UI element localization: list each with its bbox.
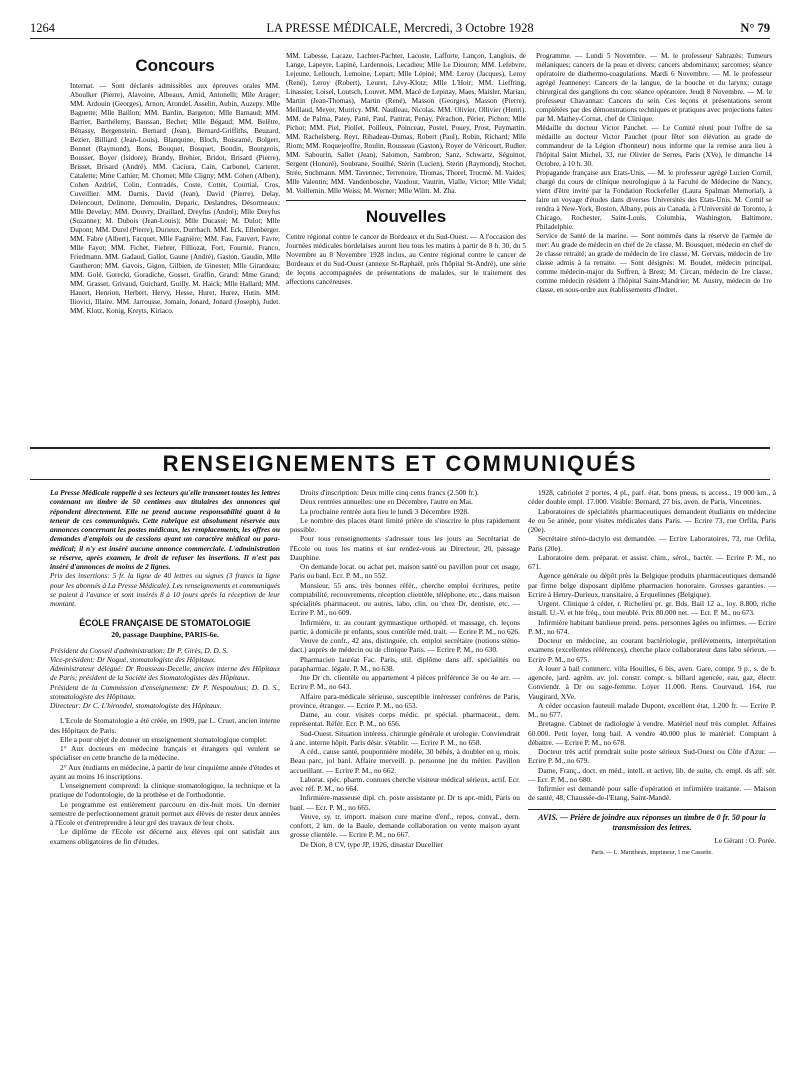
imprimerie-line: Paris. — L. Maretheux, imprimeur, 1 rue Cassette. [591,849,713,856]
classified-ad: Infirmière-masseuse dipl. ch. poste assistante pr. Dr ts apr.-midi, Paris ou banl. — Ecr. P. M., no 665. [290,793,520,812]
classified-ad: Le nombre des places étant limité prière de s'inscrire le plus rapidement possible. [290,515,520,534]
ecole-staff-item: Vice-président: Dr Nogué, stomatologiste des Hôpitaux. [50,654,216,664]
page-header [30,18,770,39]
ads-right-list [528,488,776,803]
issue-number: N° 79 [740,21,770,35]
ecole-paragraph: Le diplôme de l'Ecole est décerné aux élèves qui ont satisfait aux examens obligatoires de fin d'études. [50,827,280,846]
classified-ad: Urgent. Clinique à céder, r. Richelieu pr. gr. Bds. Bail 12 a., loy. 8.800, riche install. U.-V. et hte fréq., tout meublé. Prix 80.000 net. — Ecr. P. M., no 673. [528,599,776,618]
concours-column [70,52,280,316]
classified-ad: De Dion, 8 CV, type JP, 1926, dinastar Ducellier [300,839,444,849]
ecole-title: ÉCOLE FRANÇAISE DE STOMATOLOGIE [79,618,251,629]
classified-ad: Infirmière, tr. au courant gymnastique orthopéd. et massage, ch. leçons partic. à domicile pr enfants, sous contrôle méd. trait. — Ecrire P. M., no 626. [290,617,520,636]
ecole-paragraph: Elle a pour objet de donner un enseignement stomatologique complet: [60,734,268,744]
ecole-staff-item: Président du Conseil d'administration: Dr P. Girès, D. D. S. [50,645,228,655]
intro-notice: La Presse Médicale rappelle à ses lecteurs qu'elle transmet toutes les lettres contenant un timbre de 50 centimes aux titulaires des annonces qui répondent directement. Elle ne prend aucune responsabilité quant à la teneur de ces communiqués. Cette rubrique est absolument réservée aux annonces concernant les postes médicaux, les remplacements, les offres ou demandes d'emplois ou de cessions ayant un caractère médical ou para-médical; il n'y est inséré aucune annonce commerciale. L'administration se réserve, après examen, le droit de refuser les insertions. Il n'est pas inséré d'annonces de moins de 2 lignes. [50,488,280,571]
concours-body: Internat. — Sont déclarés admissibles aux épreuves orales MM. Aboulker (Pierre), Alavoine, Albeaux, Amid, Antonelli; Mlle Arager; MM. Ardouin (Georges), Arnon, Arondel, Asselin, Aubin, Auzepy. Mlle Baguette; Mlle Baillon; MM. Bardin, Bargeton; Mlle Barnaud; MM. Barrier, Barthélemy, Baussan, Bechet; Mlle Bégaud; MM. Belêtre, Bénassy, Bergenstein, Bernard (Jean), Bernard-Griffiths, Beuzard, Bezier, Billiard (Jean-Louis), Blanquine, Bloch, Boisramé, Bolgert, Bonnet (Raymond), Bons, Bouquet, Bosquet, Boudin, Bourgeois, Bousser, Boyer (Isidore), Brandy, Brehier, Bridot, Brisard (Pierre), Brisset, Brisard (André). MM. Caciura, Cain, Carbonel, Carteret, Catalette; Mme Cathier; M. Chomet; Mlle Cligny; MM. Cohen (Albert), Cohen Azdriel, Colin, Contradès, Coste, Cottet, Courtial, Cros, Cuveillier. MM. Darnis, David (Jean), David (Pierre), Delay, Delencourt, Delinotte, Demoulin, Deparic, Deslandres, Désormeaux; Mlle Develay; MM. Douvry, Draillard, Dreyfus (André); Mlle Dreyfus (Suzanne); M. Dubois (Jean-Louis); Mlle Ducasté; M. Dulot; Mlle Dupont; MM. Durel (Pierre), Durieux, Durrbach. MM. Eck, Ellenberger. MM. Fabre (Albert), Facquet, Mlle Fagnière; MM. Fau, Fauvert, Favre; Mlle Fayot; MM. Fichet, Fiehrer, Filliozat, Fort, Fournié, Franco, Friedmann. MM. Gadaud, Gallot, Gaune (André), Gaston, Gaudin, Mlle Gautheron; MM. Gavois, Gigon, Gilbien, de Ginestet; Mlle Girardeau; MM. Golé, Gorecki, Goradiche, Gosset, Graffin, Grand; Mme Grand; MM. Grasset, Grivaud, Guichard, Guilly. M. Haick; Mlle Hallard; MM. Hauert, Henrion, Herbert, Hervy, Hesse, Huret, Hurez, Hutin. MM. Iliovici, Illaire. MM. Jarrousse, Jomain, Jonard, Jonard (Joseph), Judet. MM. Klotz, Konig, Kreyts, Kiriaco. [70,82,280,315]
classified-ad: Jne Dr ch. clientèle ou appartement 4 pièces préférence 3e ou 4e arr. — Ecrire P. M., no 643. [290,673,520,692]
publication-title: LA PRESSE MÉDICALE, Mercredi, 3 Octobre 1928 [266,21,534,35]
classified-ad: Veuve, sy. tr. import. maison cure marine d'enf., repos, conval., dern. confort, 2 km. de la Baule, demande collaboration ou vente maison ayant grosse clientèle. — Ecrire P. M., no 667. [290,811,520,840]
classified-ad: Droits d'inscription: Deux mille cinq cents francs (2.500 fr.). [300,488,479,497]
classified-ad: Docteur très actif prendrait suite poste sérieux Sud-Ouest ou Côte d'Azur. — Ecrire P. M., no 679. [528,747,776,766]
ecole-staff-item: Président de la Commission d'enseignement: Dr P. Nespoulous; D. D. S., stomatologiste des Hôpitaux. [50,682,280,701]
classified-ad: Monsieur, 55 ans, très bonnes référ., cherche emploi écritures, petite comptabilité, recouvrements, réception clientèle, téléphone, etc., dans maison spécialités pharmaceut. ou autres, labo, clin. ou chez Dr, dentiste, etc. — Ecrire P. M., no 609. [290,580,520,618]
classified-ad: Dame, au cour. visites corps médic. pr spécial. pharmaceut., dem. représentat. Référ. Ecr. P. M., no 656. [290,710,520,729]
classified-ad: La prochaine rentrée aura lieu le lundi 3 Décembre 1928. [300,506,470,516]
ecole-paragraph: Le programme est entièrement parcouru en dix-huit mois. Un dernier semestre de perfectionnement gratuit permet aux élèves de rester deux années à l'Ecole et d'entreprendre à leur gré des travaux de leur choix. [50,799,280,827]
ecole-paragraph: L'Ecole de Stomatologie a été créée, en 1909, par L. Cruet, ancien interne des Hôpitaux de Paris. [50,716,280,735]
nouvelles-title: Nouvelles [365,207,447,226]
right-top-column [536,52,772,295]
ads-middle-column [290,488,520,849]
classified-ad: Docteur en médecine, au courant bactériologie, prélèvements, interprétation examens (excellentes références), cherche place collaborateur dans labo sérieux. — Ecrire P. M., no 675. [528,636,776,664]
middle-top-column [286,52,526,287]
classified-ad: Bretagne. Cabinet de radiologie à vendre. Matériel neuf très complet. Affaires 60.000. Petit loyer, long bail. A vendre 40.000 plus le matériel. Comptant à débattre. — Ecrire P. M., no 678. [528,719,776,747]
ecole-staff-item: Administrateur délégué: Dr Rousseau-Decelle, ancien interne des Hôpitaux de Paris; président de la Société des Stomatologistes des Hôpitaux. [50,664,280,683]
classified-ad: Pharmacien lauréat Fac. Paris, util. diplôme dans aff. spécialités ou parapharmac. légale. P. M., no 638. [290,654,520,673]
ecole-paragraph: 2° Aux étudiants en médecine, à partir de leur cinquième année d'études et ayant au moins 16 inscriptions. [50,762,280,781]
propagande-text: Propagande française aux Etats-Unis. — M. le professeur agrégé Lucien Cornil, chargé du cours de clinique neurologique à la Faculté de Médecine de Nancy, vient d'être invité par la Fondation Rockefeller (Laura Spalman Memorial), à faire un voyage d'études dans diverses Universités des Etats-Unis. M. Cornil se rendra à New-York, Boston, Albany, puis au Canada, à l'Université de Toronto, à Chicago, Rochester, Saint-Louis, Columbia, Washington, Baltimore, Philadelphie. [536,169,772,231]
classified-ad: Agence générale ou dépôt près la Belgique produits pharmaceutiques demandé par firme belge disposant diplôme pharmacien honoraire. Grosses garanties. — Ecrire à Henry-Durieux, transitaire, à Erquelinnes (Belgique). [528,571,776,599]
ecole-staff-item: Directeur: Dr C. L'hirondel, stomatologiste des Hôpitaux. [50,701,222,710]
classified-ad: A céd., cause santé, pouponnière modèle, 30 bébés, à doubler en q. mois. Beau parc, jol banl. Affaire merveill. p. personne jne du métier. Pavillon accueillant. — Ecrire P. M., no 662. [290,747,520,775]
classified-ad: Infirmier est demandé pour salle d'opération et infirmière traitante. — Maison de santé, 48, Chaussée-de-l'Etang, Saint-Mandé. [528,784,776,803]
medaille-text: Médaille du docteur Victor Pauchet. — Le Comité réuni pour l'offre de sa médaille au docteur Victor Pauchet (pour fêter son élévation au grade de commandeur de la Légion d'honneur) nous informe que la remise aura lieu à l'hôpital Saint Michel, 33, rue Olivier de Serres, Paris (XVe), le dimanche 14 Octobre, à 10 h. 30. [536,124,772,168]
ads-right-column [528,488,776,858]
page-number: 1264 [30,21,55,35]
ecole-paragraph: L'enseignement comprend: la clinique stomatologique, la technique et la pratique de l'odontologie, de la prothèse et de l'orthodontie. [50,781,280,800]
classified-ad: On demande locat. ou achat pet. maison santé ou pavillon pour cet usage, Paris ou banl. Ecr. P. M., no 552. [290,562,520,581]
classified-ad: Sud-Ouest. Situation intéress. chirurgie générale et urologie. Conviendrait à anc. interne hôpit. Paris désir. s'établir. — Ecrire P. M., no 658. [290,728,520,747]
marine-text: Service de Santé de la marine. — Sont nommés dans la réserve de l'armée de mer: Au grade de médecin en chef de 2e classe, M. Bousquet, médecin en chef de 2e classe retraité; au grade de médecin de 1re classe, M. Gervais, médecin de 1re classe admis à la retraite. — Sont désignés: M. Boudet, médecin principal, comme médecin-major du Suffren, à Brest; M. Circan, médecin de 1re classe, comme médecin résident à l'hôpital Saint-Mandrier; M. Austry, médecin de 1re classe, en sous-ordre aux établissements d'Indret. [536,232,772,294]
avis-notice: AVIS. — Prière de joindre aux réponses un timbre de 0 fr. 50 pour la transmission des lettres. [528,809,776,833]
nouvelles-body: Centre régional contre le cancer de Bordeaux et du Sud-Ouest. — A l'occasion des Journées médicales bordelaises auront lieu tous les matins à partir de 8 h. 30, du 5 Novembre au 8 Novembre 1928 inclus, au Centre régional contre le cancer de Bordeaux et du Sud-Ouest (annexe St-Raphaël, près l'hôpital St-André), une série de leçons accompagnées de présentations de malades, sur le traitement des affections cancéreuses. [286,233,526,286]
ecole-body [50,716,280,846]
classified-ad: Infirmière habitant banlieue prend. pens. personnes âgées ou infirmes. — Ecrire P. M., no 674. [528,617,776,636]
concours-title: Concours [135,56,215,75]
concours-continued: MM. Labesse, Lacaze, Lachter-Pachter, Lacoste, Lafforte, Lançon, Langlois, de Lange, Lapeyre, Lapiné, Lardennois, Lecadieu; Mlle Le Diouron; MM. Lefebvre, Lejeune, Lellouch, Lemoine, Lepart; Mlle Lépiné; MM. Leroy (Jacques), Leroy (René), Leroy (Robert), Leuret, Lévy-Klotz; Mlle L'Hoir; MM. Lieffring, Linassier, Loisel, Loutsch, Louvet. MM. Macé de Lepinay, Maes, Maisler, Mariau, Martin (Jean-Thomas), Martin (René), Masson (Georges), Masson (Pierre), Meillaud, Meyer, Mutricy. MM. Naulleau, Nicolas. MM. Olivier, Ollivier (Henri). MM. de Palma, Patey, Patté, Paul, Pantrat, Penay, Pérachon, Périer, Pichon; Mlle Pichot; MM. Piel, Piollet, Poilleux, Poinceau, Postel, Pouey, Prost, Puymartin. MM. Rachelsberg, Reyt, Ribadeau-Dumas, Robert (Paul), Robin, Richard; Mlle Riom; MM. Roquejeoffre, Roulin, Rousseau (Gaston), Royer de Véricourt, Rudler. MM. Sabourin, Sallet (Jean), Salomon, Sambron, Sanz, Schwartz, Séguinot, Sergent (Honoré), Soubrane, Souilhé, Stérin (Lucien), Sterin (Raymond), Stochet, Strée, Suchmann. MM. Tavennec, Terrenoire, Thomas, Thorel, Trocmé. M. Vaides; Mlle Valentin; MM. Vandenbosche, Vaudour, Vautrin, Vialle, Victor; Mlle Vidal; M. Voillemin. Mlle Weiss; M. Werner; Mlle Wilm. M. Zha. [286,52,526,195]
classified-ad: Laboratoires de spécialités pharmaceutiques demandent étudiants en médecine 4e ou 5e année, pour visites médicales dans Paris. — Ecrire 73, rue Orfila, Paris (20e). [528,506,776,534]
ecole-address: 20, passage Dauphine, PARIS-6e. [111,630,219,640]
ecole-staff-list [50,646,280,711]
ecole-paragraph: 1° Aux docteurs en médecine français et étrangers qui veulent se spécialiser en cette branche de la médecine. [50,744,280,763]
classified-ad: Deux rentrées annuelles: une en Décembre, l'autre en Mai. [300,497,473,507]
programme-text: Programme. — Lundi 5 Novembre. — M. le professeur Sabrazès: Tumeurs mélaniques; cancers de la peau et divers; cancers abdominaux; sarcomes; séance opératoire de diathermo-coagulations. Mardi 6 Novembre. — M. le professeur agrégé Jeanneney: Cancers de la langue, de la bouche et du larynx; curage chirurgical des ganglions du cou: séance opératoire. Jeudi 8 Novembre. — M. le professeur Chavannaz: Cancers du sein. Ces leçons et présentations seront complétées par des démonstrations techniques et pratiques avec projections faites par M. Mathey-Cornat, chef de Clinique. [536,52,772,123]
classified-ad: Veuve de confr., 42 ans, distinguée, ch. emploi secrétaire (notions sténo-dact.) auprès de médecin ou de clinique Paris. — Ecrire P. M., no 630. [290,636,520,655]
classified-ad: A louer à bail commerc. villa Houilles, 6 bis, aven. Gare, compr. 9 p., s. de b. agencée, jard. agrém. av. jol. constr. compr. s. billard agencée, eau, gaz, électr. Conviendr. à Dr ou sage-femme. Loyer 11.000. Rens. Courvaud, 164, rue Vaugirard, XVe. [528,663,776,701]
prix-notice: Prix des insertions: 5 fr. la ligne de 40 lettres ou signes (3 francs la ligne pour les abonnés à La Presse Médicale). Les renseignements et communiqués se paient à l'avance et sont insérés 8 à 10 jours après la réception de leur montant. [50,571,280,608]
classified-ad: Secrétaire sténo-dactylo est demandée. — Ecrire Laboratoires, 73, rue Orfila, Paris (20e). [528,534,776,553]
renseignements-left-column [50,488,280,846]
renseignements-title: RENSEIGNEMENTS ET COMMUNIQUÉS [30,447,770,480]
classified-ad: Dame, Franç., doct. en méd., intell. et active, lib. de suite, ch. empl. ds aff. sér. — Ecr. P. M., no 680. [528,765,776,784]
divider [286,200,526,201]
classified-ad: A céder occasion fauteuil malade Dupont, excellent état, 1.200 fr. — Ecrire P. M., no 677. [528,700,776,719]
gerant-line: Le Gérant : O. Porée. [714,836,776,845]
classified-ad: 1928, cabriolet 2 portes, 4 pl., parf. état, bons pneus, ts access., 19 000 km., à céder double empl. 17.000. Visible: Bernard, 27 bis, aven. de Paris, Vincennes. [528,488,776,507]
classified-ad: Affaire para-médicale sérieuse, susceptible intéresser confrères de Paris, province, étranger. — Ecrire P. M., no 653. [290,691,520,710]
classified-ad: Laborat. spéc. pharm. connues cherche visiteur médical sérieux, actif. Ecr. avec réf. P. M., no 664. [290,774,520,793]
classified-ad: Pour tous renseignements s'adresser tous les jours au Secrétariat de l'Ecole ou tous les matins et sur rendez-vous au Directeur, 20, passage Dauphine. [290,534,520,562]
classified-ad: Laboratoire dem. préparat. et assist. chim., sérol., bactér. — Ecrire P. M., no 671. [528,552,776,571]
